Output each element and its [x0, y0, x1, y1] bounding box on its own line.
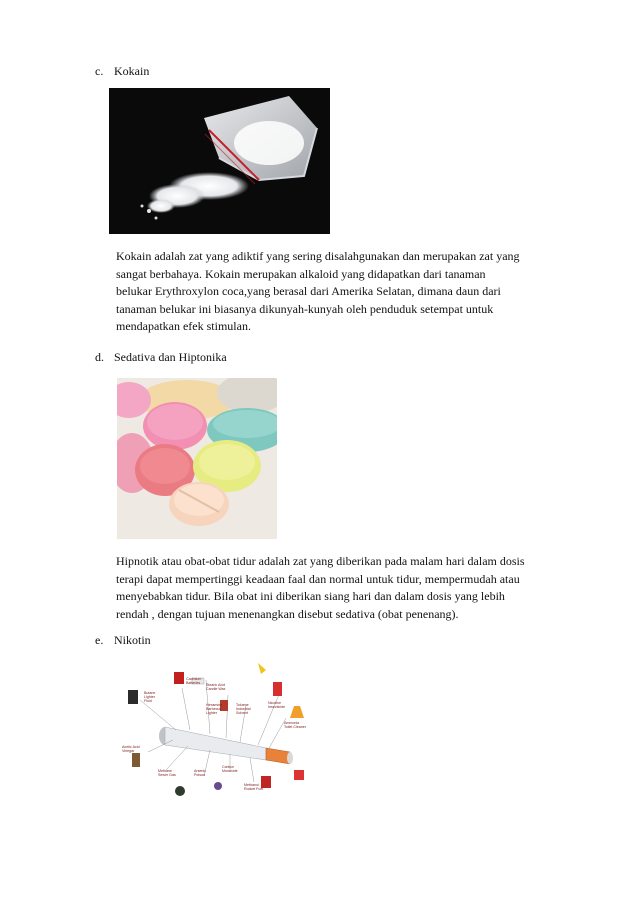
label-hexamine: Hexamine Barbecue Lighter	[206, 703, 223, 715]
label-methanol: Methanol Rocket Fuel	[244, 783, 264, 791]
section-d-line: rendah , dengan tujuan menenangkan disebut sedativa (obat penenang).	[116, 606, 459, 621]
label-stearic: Stearic Acid Candle Wax	[206, 683, 226, 691]
label-ammonia: Ammonia Toilet Cleaner	[284, 721, 306, 729]
label-acetic: Acetic Acid Vinegar	[122, 745, 140, 753]
section-c-line: sangat berbahaya. Kokain merupakan alkaloid yang didapatkan dari tanaman	[116, 266, 486, 281]
section-d-line: Hipnotik atau obat-obat tidur adalah zat yang diberikan pada malam hari dalam dosis	[116, 554, 525, 568]
pills-photo	[117, 378, 277, 539]
section-d-line: menyebabkan tidur. Bila obat ini diberikan siang hari dan dalam dosis yang lebih	[116, 589, 505, 603]
section-c-line: Kokain adalah zat yang adiktif yang sering disalahgunakan dan merupakan zat yang	[116, 249, 520, 263]
label-butane: Butane Lighter Fluid	[144, 691, 156, 703]
section-d-heading	[95, 350, 227, 364]
section-c-heading	[95, 64, 149, 78]
cocaine-photo	[109, 88, 330, 234]
label-carbon: Carbon Monoxide	[222, 765, 238, 773]
label-nicotine: Nicotine Insecticide	[268, 701, 285, 709]
section-c-line: tanaman belukar ini biasanya dikunyah-kunyah oleh penduduk setempat untuk	[116, 301, 494, 316]
cigarette-chemicals-diagram	[118, 660, 318, 800]
section-d-paragraph	[116, 553, 561, 623]
section-e-title: Nikotin	[114, 633, 151, 647]
label-toluene: Toluene Industrial Solvent	[236, 703, 251, 715]
section-d-title: Sedativa dan Hiptonika	[114, 350, 227, 364]
section-c-letter: c.	[95, 64, 104, 78]
section-d-letter: d.	[95, 350, 104, 364]
label-cadmium: Cadmium Batteries	[186, 677, 202, 685]
section-c-title: Kokain	[114, 64, 150, 78]
section-c-paragraph	[116, 248, 561, 336]
section-d-line: terapi dapat mempertinggi keadaan faal dan normal untuk tidur, mempermudah atau	[116, 571, 520, 586]
section-e-letter: e.	[95, 633, 104, 647]
label-arsenic: Arsenic Poison	[194, 769, 206, 777]
label-methane: Methane Sewer Gas	[158, 769, 176, 777]
section-e-heading	[95, 633, 151, 647]
section-c-line: mendapatkan efek stimulan.	[116, 319, 251, 333]
section-c-line: belukar Erythroxylon coca,yang berasal dari Amerika Selatan, dimana daun dari	[116, 284, 501, 298]
